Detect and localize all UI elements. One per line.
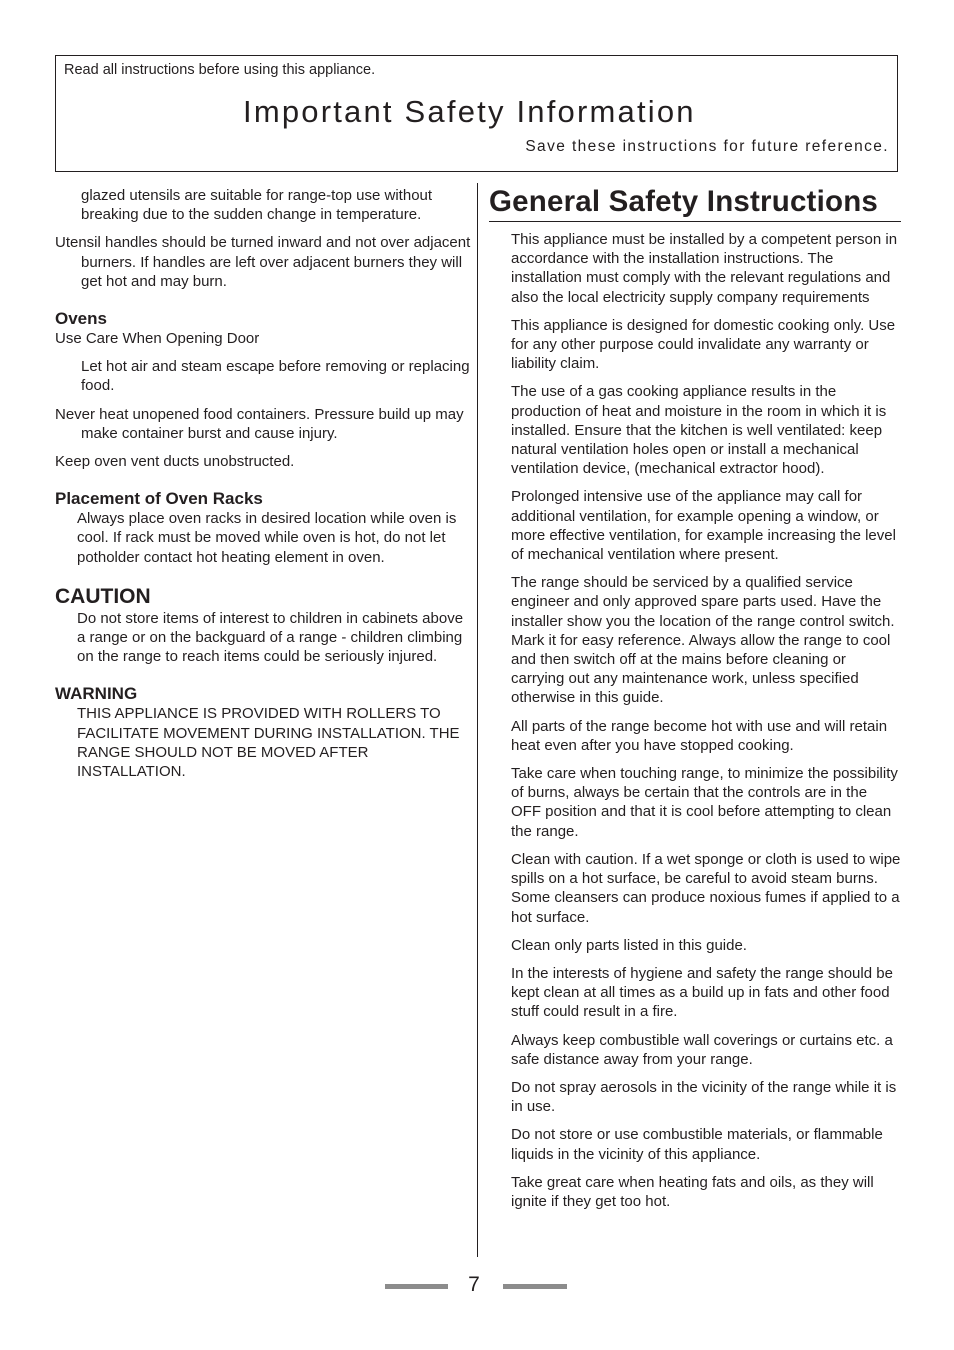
ovens-paragraph-1: Let hot air and steam escape before removing or replacing food.: [81, 358, 470, 395]
right-column: [489, 185, 901, 1220]
footer-bar-right: [503, 1284, 567, 1289]
safety-paragraph: Clean with caution. If a wet sponge or cloth is used to wipe spills on a hot surface, be careful to avoid steam burns. Some cleansers can produce noxious fumes if applied to a hot surface.: [511, 850, 901, 926]
safety-paragraph: Prolonged intensive use of the appliance may call for additional ventilation, for example opening a window, or more effective ventilation, for example increasing the level of mechanical ventilation where present.: [511, 488, 896, 564]
ovens-paragraph-2: Never heat unopened food containers. Pressure build up may make container burst and cause injury.: [55, 405, 464, 442]
safety-paragraph: The use of a gas cooking appliance results in the production of heat and moisture in the room in which it is installed. Ensure that the kitchen is well ventilated: keep natural ventilation holes open or install a mechanical ventilation device, (mechanical extractor hood).: [511, 383, 887, 478]
caution-heading: CAUTION: [55, 584, 151, 608]
safety-paragraph: Take care when touching range, to minimize the possibility of burns, always be certain that the controls are in the OFF position and that it is cool before attempting to clean the range.: [511, 765, 898, 840]
page-title: Important Safety Information: [243, 94, 696, 129]
safety-paragraph: Always keep combustible wall coverings or curtains etc. a safe distance away from your range.: [511, 1031, 893, 1068]
safety-paragraph: The range should be serviced by a qualified service engineer and only approved spare parts used. Have the installer show you the location of the range control switch. Mark it for easy reference. Always allow the range to cool and then switch off at the mains before cleaning or carrying out any maintenance work, unless specified otherwise in this guide.: [511, 574, 895, 707]
pre-note: Read all instructions before using this appliance.: [64, 62, 376, 78]
ovens-paragraph-3: Keep oven vent ducts unobstructed.: [55, 453, 295, 471]
column-divider: [477, 183, 478, 1257]
ovens-subheading: Use Care When Opening Door: [55, 330, 260, 348]
left-column: [55, 186, 471, 790]
handles-paragraph: Utensil handles should be turned inward and not over adjacent burners. If handles are left over adjacent burners they will get hot and may burn.: [55, 234, 471, 290]
warning-heading: WARNING: [55, 684, 138, 704]
racks-heading: Placement of Oven Racks: [55, 489, 263, 509]
safety-paragraph: All parts of the range become hot with use and will retain heat even after you have stopped cooking.: [511, 717, 888, 754]
safety-paragraph: Take great care when heating fats and oils, as they will ignite if they get too hot.: [511, 1173, 874, 1210]
general-safety-heading: General Safety Instructions: [489, 185, 901, 222]
safety-paragraph: This appliance must be installed by a competent person in accordance with the installation instructions. The installation must comply with the relevant regulations and also the local electricity supply company requirements: [511, 231, 898, 306]
page-number: 7: [468, 1273, 480, 1296]
safety-paragraph: Clean only parts listed in this guide.: [511, 936, 747, 954]
header-box: [55, 55, 898, 172]
racks-paragraph: Always place oven racks in desired location while oven is cool. If rack must be moved while oven is hot, do not let potholder contact hot heating element in oven.: [77, 510, 457, 566]
warning-paragraph: THIS APPLIANCE IS PROVIDED WITH ROLLERS TO FACILITATE MOVEMENT DURING INSTALLATION. THE RANGE SHOULD NOT BE MOVED AFTER INSTALLATION.: [77, 705, 460, 781]
footer-bar-left: [385, 1284, 448, 1289]
safety-paragraph: This appliance is designed for domestic cooking only. Use for any other purpose could invalidate any warranty or liability claim.: [511, 316, 896, 373]
page-subtitle: Save these instructions for future reference.: [525, 138, 889, 155]
safety-paragraph: In the interests of hygiene and safety the range should be kept clean at all times as a build up in fats and other food stuff could result in a fire.: [511, 964, 893, 1021]
intro-continuation: glazed utensils are suitable for range-top use without breaking due to the sudden change in temperature.: [81, 187, 433, 224]
ovens-heading: Ovens: [55, 309, 107, 329]
safety-paragraph: Do not spray aerosols in the vicinity of the range while it is in use.: [511, 1078, 897, 1116]
caution-paragraph: Do not store items of interest to children in cabinets above a range or on the backguard of a range - children climbing on the range to reach items could be seriously injured.: [77, 609, 464, 666]
safety-paragraph: Do not store or use combustible materials, or flammable liquids in the vicinity of this appliance.: [511, 1126, 883, 1163]
